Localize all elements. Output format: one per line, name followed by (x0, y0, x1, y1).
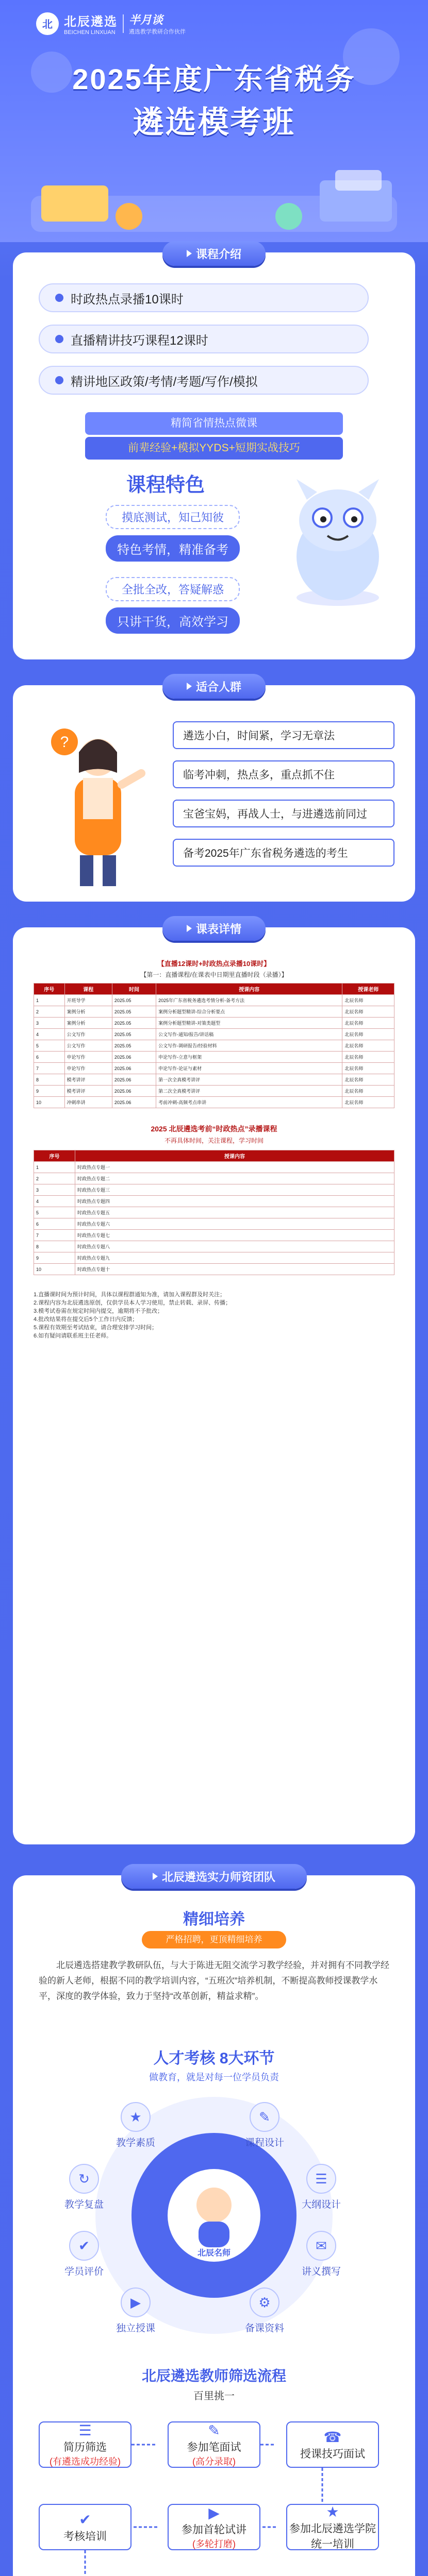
table-cell: 7 (34, 1063, 65, 1074)
flow-subtitle: 百里挑一 (193, 2391, 235, 2402)
table-row (34, 1196, 394, 1207)
cycle-subtitle: 做教育，就是对每一位学员负责 (149, 2072, 279, 2082)
note-line: 6.如有疑问请联系班主任老师。 (34, 1333, 112, 1339)
table-cell: 4 (34, 1029, 65, 1040)
training-icon: ★ (326, 2503, 339, 2520)
table-row (34, 1006, 394, 1018)
teacher-icon: ★ (121, 2102, 151, 2132)
flow-step: ✔ 考核培训 (39, 2504, 131, 2550)
table-cell: 2025.05 (112, 1018, 156, 1029)
table-cell: 第二次全真模考讲评 (156, 1086, 342, 1097)
col-header: 授课内容 (156, 984, 342, 995)
table-cell: 2025.05 (112, 1040, 156, 1052)
table-cell: 北辰名师 (342, 1086, 394, 1097)
schedule-table (34, 983, 394, 1108)
hero-banner (0, 0, 428, 242)
table-cell: 2025年广东省税务遴选考情分析-备考方法 (156, 995, 342, 1006)
table-cell: 北辰名师 (342, 1063, 394, 1074)
schedule-notes (34, 1291, 394, 1340)
table-cell: 时政热点专题一 (75, 1162, 394, 1173)
note-line: 5.课程有效期至考试结束，请合理安排学习时间； (34, 1325, 158, 1331)
note-line: 2.课程内容为北辰遴选原创，仅供学员本人学习使用，禁止转载、录屏、传播； (34, 1300, 232, 1306)
table-cell: 时政热点专题九 (75, 1252, 394, 1264)
table-cell: 北辰名师 (342, 1097, 394, 1108)
table-cell: 3 (34, 1018, 65, 1029)
table-cell: 模考讲评 (64, 1086, 112, 1097)
table-row (34, 1252, 394, 1264)
table-cell: 公文写作-通知/报告/讲话稿 (156, 1029, 342, 1040)
course-intro-card (13, 247, 415, 659)
table-row (34, 1207, 394, 1218)
assessment-icon: ✔ (79, 2511, 91, 2528)
col-header: 时间 (112, 984, 156, 995)
recorded-table (34, 1150, 394, 1275)
bullet-icon (55, 294, 63, 302)
table-cell: 北辰名师 (342, 1052, 394, 1063)
table-cell: 时政热点专题二 (75, 1173, 394, 1184)
cycle-item: ⚙ 备课资料 (245, 2287, 284, 2334)
flow-step: ★ 参加北辰遴选学院统一培训 (286, 2504, 379, 2550)
review-icon: ✔ (69, 2231, 99, 2261)
intro-item: 精讲地区政策/考情/考题/写作/模拟 (39, 366, 369, 395)
col-header: 序号 (34, 1150, 75, 1162)
brand-sub: BEICHEN LINXUAN (64, 29, 116, 36)
table-cell: 6 (34, 1218, 75, 1230)
feature-line: 摸底测试，知己知彼 (106, 505, 240, 529)
cycle-title: 人才考核 8大环节 (153, 2050, 275, 2067)
table-cell: 8 (34, 1074, 65, 1086)
trial-icon: ▶ (208, 2504, 220, 2521)
table-cell: 9 (34, 1252, 75, 1264)
table-cell: 5 (34, 1040, 65, 1052)
audience-item: 临考冲刺，热点多，重点抓不住 (173, 760, 394, 788)
table-row (34, 1029, 394, 1040)
table-cell: 时政热点专题五 (75, 1207, 394, 1218)
brand-logo-icon: 北 (36, 12, 59, 35)
cycle-item: ★ 教学素质 (116, 2102, 155, 2149)
note-line: 4.批改结果将在提交后5个工作日内反馈； (34, 1316, 138, 1323)
schedule-table-wrap (34, 958, 394, 1340)
play-icon (153, 1873, 158, 1880)
table-cell: 模考讲评 (64, 1074, 112, 1086)
table-cell: 北辰名师 (342, 1074, 394, 1086)
table-cell: 北辰名师 (342, 1029, 394, 1040)
cycle-center-label: 北辰名师 (197, 2249, 231, 2258)
teachers-subtitle: 精细培养 (183, 1911, 245, 1928)
schedule-title2: 【第一：直播课程/在课表中日期里直播时段（录播）】 (140, 971, 288, 978)
col-header: 序号 (34, 984, 65, 995)
bullet-icon (55, 376, 63, 384)
table-cell: 公文写作 (64, 1029, 112, 1040)
table-cell: 5 (34, 1207, 75, 1218)
flow-step: ☰ 简历筛选 (有遴选成功经验) (39, 2421, 131, 2468)
recorded-header (34, 1124, 394, 1145)
partner-brand-sub: 遴选教学教研合作伙伴 (129, 29, 186, 35)
table-cell: 开班导学 (64, 995, 112, 1006)
cycle-item: ✉ 讲义撰写 (302, 2231, 341, 2278)
schedule-title1: 【直播12课时+时政热点录播10课时】 (157, 960, 271, 968)
table-row (34, 995, 394, 1006)
mascot-illustration (281, 469, 394, 613)
table-cell: 2 (34, 1173, 75, 1184)
table-cell: 2025.06 (112, 1063, 156, 1074)
table-cell: 时政热点专题七 (75, 1230, 394, 1241)
table-cell: 时政热点专题十 (75, 1264, 394, 1275)
col-header: 授课老师 (342, 984, 394, 995)
feature-line: 特色考情，精准备考 (106, 535, 240, 562)
table-cell: 冲刺串讲 (64, 1097, 112, 1108)
table-cell: 时政热点专题六 (75, 1218, 394, 1230)
bullet-icon (55, 335, 63, 343)
col-header: 授课内容 (75, 1150, 394, 1162)
brand-name: 北辰遴选 (64, 15, 118, 29)
table-cell: 北辰名师 (342, 1018, 394, 1029)
hero-title-line2: 遴选模考班 (133, 105, 295, 140)
audience-card (13, 680, 415, 902)
table-row (34, 1184, 394, 1196)
brand-divider (123, 14, 124, 33)
table-cell: 2 (34, 1006, 65, 1018)
table-row (34, 1162, 394, 1173)
table-cell: 6 (34, 1052, 65, 1063)
table-cell: 公文写作-调研报告/经验材料 (156, 1040, 342, 1052)
cycle-item: ✔ 学员评价 (64, 2231, 104, 2278)
table-cell: 2025.05 (112, 1029, 156, 1040)
table-cell: 7 (34, 1230, 75, 1241)
table-row (34, 1218, 394, 1230)
table-row (34, 1097, 394, 1108)
table-cell: 申论写作-立意与框架 (156, 1052, 342, 1063)
design-icon: ✎ (250, 2102, 279, 2132)
table-row (34, 1052, 394, 1063)
table-cell: 案例分析 (64, 1018, 112, 1029)
lecture-icon: ▶ (121, 2287, 151, 2317)
schedule-heading: 课表详情 (162, 916, 266, 941)
table-cell: 时政热点专题八 (75, 1241, 394, 1252)
table-row (34, 1230, 394, 1241)
exam-icon: ✎ (208, 2422, 220, 2438)
feature-title: 课程特色 (126, 474, 205, 496)
course-intro-heading: 课程介绍 (162, 241, 266, 266)
cycle-item: ✎ 课程设计 (245, 2102, 284, 2149)
table-cell: 北辰名师 (342, 1006, 394, 1018)
table-cell: 1 (34, 1162, 75, 1173)
cycle-item: ↻ 教学复盘 (64, 2164, 104, 2211)
audience-list (173, 721, 394, 867)
teacher-illustration (34, 716, 162, 891)
table-cell: 2025.05 (112, 995, 156, 1006)
note-line: 3.模考试卷需在规定时间内提交，逾期将不予批改； (34, 1308, 163, 1314)
table-cell: 1 (34, 995, 65, 1006)
feature-line: 全批全改，答疑解惑 (106, 577, 240, 601)
table-cell: 公文写作 (64, 1040, 112, 1052)
table-cell: 考前冲刺-高频考点串讲 (156, 1097, 342, 1108)
table-cell: 9 (34, 1086, 65, 1097)
flow-step: ☎ 授课技巧面试 (286, 2421, 379, 2468)
replay-icon: ↻ (69, 2164, 99, 2194)
table-row (34, 1040, 394, 1052)
resume-icon: ☰ (78, 2422, 92, 2438)
table-cell: 4 (34, 1196, 75, 1207)
flow-step: ▶ 参加首轮试讲 (多轮打磨) (168, 2504, 260, 2550)
table-row (34, 1086, 394, 1097)
teachers-heading: 北辰遴选实力师资团队 (121, 1864, 307, 1889)
recorded-body (34, 1162, 394, 1275)
table-cell: 时政热点专题四 (75, 1196, 394, 1207)
table-cell: 10 (34, 1097, 65, 1108)
table-cell: 3 (34, 1184, 75, 1196)
flow-title: 北辰遴选教师筛选流程 (141, 2368, 286, 2384)
cycle-item: ▶ 独立授课 (116, 2287, 155, 2334)
recorded-sub: 不再具体时间，关注课程，学习时间 (164, 1137, 264, 1144)
table-cell: 8 (34, 1241, 75, 1252)
svg-text:?: ? (60, 734, 69, 751)
table-row (34, 1173, 394, 1184)
note-line: 1.直播课时间为预计时间，具体以课程群通知为准，请加入课程群及时关注； (34, 1292, 226, 1298)
resource-icon: ⚙ (250, 2287, 279, 2317)
audience-heading: 适合人群 (162, 674, 266, 699)
table-cell: 申论写作 (64, 1052, 112, 1063)
outline-icon: ☰ (306, 2164, 336, 2194)
audience-item: 备考2025年广东省税务遴选的考生 (173, 839, 394, 867)
table-cell: 时政热点专题三 (75, 1184, 394, 1196)
play-icon (187, 250, 192, 257)
table-row (34, 1264, 394, 1275)
table-row (34, 1018, 394, 1029)
intro-item: 直播精讲技巧课程12课时 (39, 325, 369, 353)
feature-group-2 (106, 577, 240, 634)
schedule-card (13, 922, 415, 1844)
table-cell: 第一次全真模考讲评 (156, 1074, 342, 1086)
schedule-body (34, 995, 394, 1108)
play-icon (187, 683, 192, 690)
teachers-card (13, 1870, 415, 2576)
intro-item: 时政热点录播10课时 (39, 283, 369, 312)
document-icon: ✉ (306, 2231, 336, 2261)
table-cell: 申论写作-论证与素材 (156, 1063, 342, 1074)
flow-step: ✎ 参加笔面试 (高分录取) (168, 2421, 260, 2468)
table-row (34, 1241, 394, 1252)
table-row (34, 1074, 394, 1086)
audience-item: 遴选小白，时间紧，学习无章法 (173, 721, 394, 749)
teachers-intro: 北辰遴选搭建教学教研队伍，与大于陈进无阻交流学习教学经验，并对拥有不同教学经验的新人老师，根据不同的教学培训内容，“五班次”培养机制，不断提高教师授课教学水平，深度的教学体验，致力于坚持“改革创新，精益求精”。 (39, 1960, 389, 2001)
table-cell: 案例分析题型精讲-综合分析要点 (156, 1006, 342, 1018)
partner-brand-name: 半月谈 (129, 13, 163, 26)
table-cell: 申论写作 (64, 1063, 112, 1074)
feature-group-1 (106, 505, 240, 562)
feature-line: 只讲干货，高效学习 (106, 607, 240, 634)
banner-bottom: 前辈经验+模拟YYDS+短期实战技巧 (85, 437, 343, 460)
play-icon (187, 925, 192, 932)
table-cell: 案例分析题型精讲-对策类题型 (156, 1018, 342, 1029)
table-cell: 北辰名师 (342, 1040, 394, 1052)
table-row (34, 1063, 394, 1074)
table-cell: 2025.06 (112, 1052, 156, 1063)
cycle-item: ☰ 大纲设计 (302, 2164, 341, 2211)
table-cell: 10 (34, 1264, 75, 1275)
table-cell: 2025.05 (112, 1006, 156, 1018)
table-cell: 北辰名师 (342, 995, 394, 1006)
table-cell: 2025.06 (112, 1097, 156, 1108)
interview-icon: ☎ (323, 2429, 342, 2445)
table-cell: 案例分析 (64, 1006, 112, 1018)
brand-header (36, 11, 186, 36)
teachers-ribbon: 严格招聘，更顶精细培养 (142, 1931, 286, 1948)
col-header: 课程 (64, 984, 112, 995)
recorded-title: 2025 北辰遴选考前“时政热点”录播课程 (151, 1125, 277, 1133)
table-cell: 2025.06 (112, 1086, 156, 1097)
audience-item: 宝爸宝妈，再战人士，与进遴选前同过 (173, 800, 394, 827)
table-cell: 2025.06 (112, 1074, 156, 1086)
hero-title-line1: 2025年度广东省税务 (72, 63, 356, 95)
banner-top: 精简省情热点微课 (85, 412, 343, 435)
